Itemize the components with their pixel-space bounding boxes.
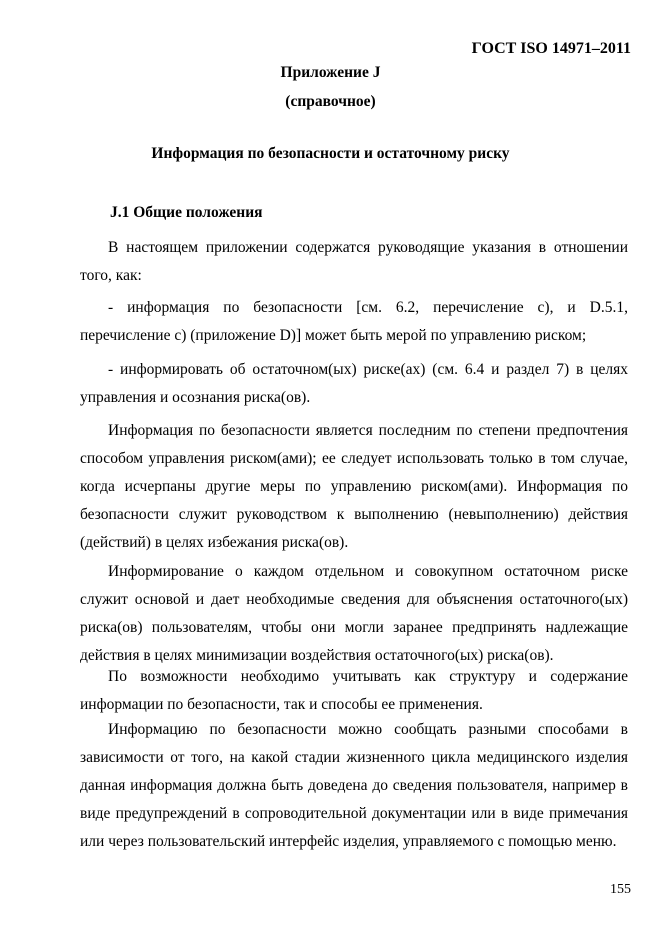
page-number: 155 <box>610 882 631 897</box>
annex-heading: Информация по безопасности и остаточному риску <box>151 145 510 162</box>
list-item: - информация по безопасности [см. 6.2, перечисление с), и D.5.1, перечисление с) (приложение D)] может быть мерой по управлению риском; <box>80 299 628 344</box>
paragraph: По возможности необходимо учитывать как структуру и содержание информации по безопасности, так и способы ее применения. <box>80 668 628 713</box>
section-heading: J.1 Общие положения <box>110 204 263 221</box>
paragraph: Информацию по безопасности можно сообщать разными способами в зависимости от того, на какой стадии жизненного цикла медицинского изделия данная информация должна быть доведена до сведения пользователя, например в виде предупреждений в сопроводительной документации или в виде примечания или через пользовательский интерфейс изделия, управляемого с помощью меню. <box>80 721 628 850</box>
paragraph: Информирование о каждом отдельном и совокупном остаточном риске служит основой и дает необходимые сведения для объяснения остаточного(ых) риска(ов) пользователям, чтобы они могли заранее предпринять надлежащие действия в целях минимизации воздействия остаточного(ых) риска(ов). <box>80 563 628 664</box>
annex-type: (справочное) <box>285 93 376 110</box>
paragraph: Информация по безопасности является последним по степени предпочтения способом управления риском(ами); ее следует использовать только в том случае, когда исчерпаны другие меры по управлению риском(ами). Информация по безопасности служит руководством к выполнению (невыполнению) действия (действий) в целях избежания риска(ов). <box>80 422 628 551</box>
paragraph: В настоящем приложении содержатся руководящие указания в отношении того, как: <box>80 239 628 284</box>
list-item: - информировать об остаточном(ых) риске(ах) (см. 6.4 и раздел 7) в целях управления и осознания риска(ов). <box>80 361 628 406</box>
annex-title: Приложение J <box>280 64 381 81</box>
standard-id: ГОСТ ISO 14971–2011 <box>471 40 631 57</box>
